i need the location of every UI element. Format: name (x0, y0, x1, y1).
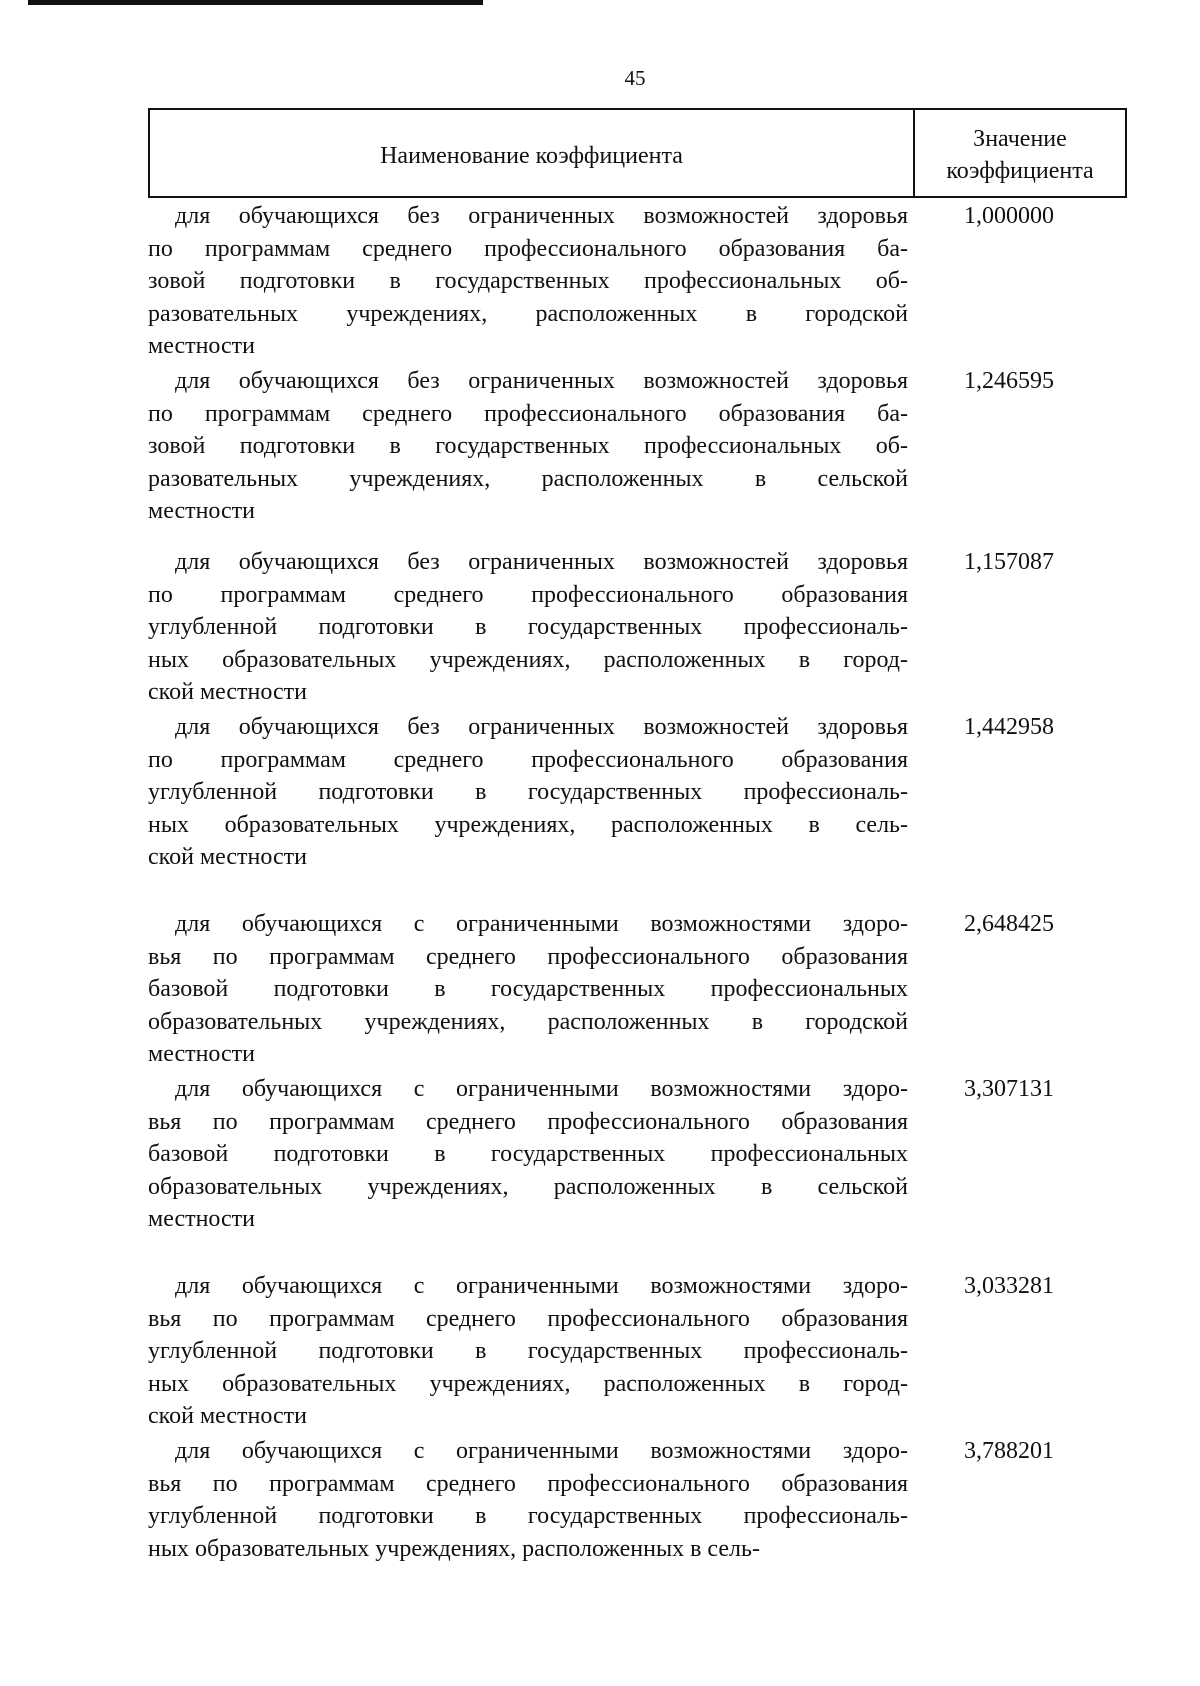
row-text-line: углубленной подготовки в государственных профессиональ- (148, 1338, 908, 1365)
table-row (148, 200, 1127, 363)
row-coefficient-value: 1,246595 (964, 368, 1054, 394)
header-value-line1: Значение (973, 126, 1067, 152)
row-coefficient-name (148, 546, 908, 709)
row-text-line: углубленной подготовки в государственных профессиональ- (148, 779, 908, 806)
row-coefficient-value: 2,648425 (964, 911, 1054, 937)
row-coefficient-value: 1,000000 (964, 203, 1054, 229)
row-text-line: вья по программам среднего профессионального образования (148, 943, 908, 970)
header-value-line2: коэффициента (946, 158, 1094, 184)
row-text-line: для обучающихся с ограниченными возможностями здоро- (175, 1438, 908, 1464)
row-text-line: местности (148, 1206, 256, 1233)
row-text-line: ных образовательных учреждениях, расположенных в город- (148, 1370, 908, 1397)
row-coefficient-value: 3,033281 (964, 1273, 1054, 1299)
top-rule (28, 0, 483, 5)
row-text-line: вья по программам среднего профессионального образования (148, 1470, 908, 1497)
row-text-line: базовой подготовки в государственных профессиональных (148, 1141, 908, 1168)
page-number: 45 (624, 66, 646, 90)
row-coefficient-name (148, 1073, 908, 1236)
table-row (148, 546, 1127, 709)
row-text-line: по программам среднего профессионального образования (148, 581, 908, 608)
table-row (148, 711, 1127, 874)
row-text-line: ской местности (148, 679, 307, 706)
row-text-line: местности (148, 498, 256, 525)
row-text-line: вья по программам среднего профессионального образования (148, 1305, 908, 1332)
row-text-line: для обучающихся без ограниченных возможностей здоровья (175, 203, 908, 229)
row-text-line: по программам среднего профессионального образования ба- (148, 400, 908, 427)
row-coefficient-value: 1,157087 (964, 549, 1054, 575)
row-text-line: для обучающихся без ограниченных возможностей здоровья (175, 714, 908, 740)
header-coefficient-value (915, 110, 1125, 196)
row-text-line: зовой подготовки в государственных профессиональных об- (148, 433, 908, 460)
row-text-line: ных образовательных учреждениях, расположенных в сель- (148, 1535, 760, 1562)
table-header (148, 108, 1127, 198)
row-coefficient-value: 3,307131 (964, 1076, 1054, 1102)
row-text-line: местности (148, 1041, 256, 1068)
table-row (148, 1073, 1127, 1236)
row-text-line: по программам среднего профессионального образования (148, 746, 908, 773)
row-text-line: ской местности (148, 1403, 307, 1430)
row-text-line: образовательных учреждениях, расположенных в городской (148, 1008, 908, 1035)
row-text-line: для обучающихся с ограниченными возможностями здоро- (175, 1273, 908, 1299)
row-text-line: углубленной подготовки в государственных профессиональ- (148, 614, 908, 641)
table-row (148, 1270, 1127, 1433)
row-coefficient-name (148, 1270, 908, 1433)
header-coefficient-name: Наименование коэффициента (150, 110, 915, 196)
table-row (148, 1435, 1127, 1565)
row-text-line: разовательных учреждениях, расположенных в сельской (148, 465, 908, 492)
row-text-line: ных образовательных учреждениях, расположенных в сель- (148, 811, 908, 838)
row-coefficient-name (148, 711, 908, 874)
row-text-line: ных образовательных учреждениях, расположенных в город- (148, 646, 908, 673)
table-row (148, 365, 1127, 528)
row-coefficient-value: 1,442958 (964, 714, 1054, 740)
table-row (148, 908, 1127, 1071)
row-text-line: для обучающихся с ограниченными возможностями здоро- (175, 911, 908, 937)
coefficient-table (148, 108, 1127, 1562)
row-text-line: для обучающихся без ограниченных возможностей здоровья (175, 368, 908, 394)
row-text-line: местности (148, 333, 256, 360)
row-text-line: образовательных учреждениях, расположенных в сельской (148, 1173, 908, 1200)
row-text-line: базовой подготовки в государственных профессиональных (148, 976, 908, 1003)
row-text-line: ской местности (148, 844, 307, 871)
row-text-line: по программам среднего профессионального образования ба- (148, 235, 908, 262)
row-coefficient-name (148, 200, 908, 363)
row-coefficient-value: 3,788201 (964, 1438, 1054, 1464)
row-text-line: для обучающихся с ограниченными возможностями здоро- (175, 1076, 908, 1102)
row-text-line: вья по программам среднего профессионального образования (148, 1108, 908, 1135)
row-text-line: для обучающихся без ограниченных возможностей здоровья (175, 549, 908, 575)
row-text-line: углубленной подготовки в государственных профессиональ- (148, 1503, 908, 1530)
row-coefficient-name (148, 1435, 908, 1565)
row-text-line: зовой подготовки в государственных профессиональных об- (148, 268, 908, 295)
row-coefficient-name (148, 365, 908, 528)
row-text-line: разовательных учреждениях, расположенных в городской (148, 300, 908, 327)
row-coefficient-name (148, 908, 908, 1071)
